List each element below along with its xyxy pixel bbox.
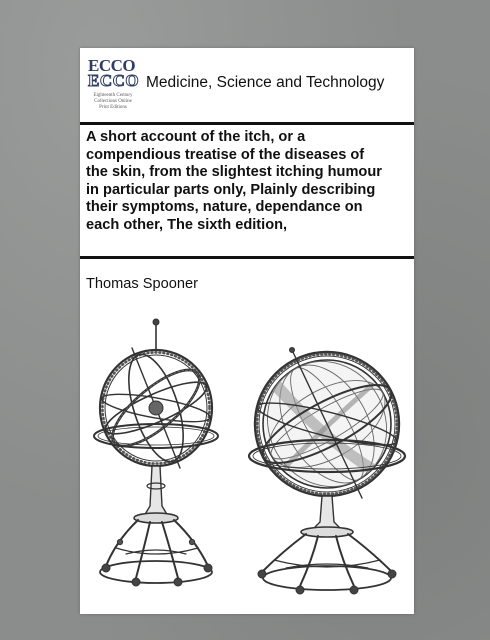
book-cover [80, 48, 414, 614]
logo-tagline-2: Collections Online [94, 99, 132, 104]
logo-tagline-3: Print Editions [99, 105, 127, 110]
cover-header [80, 48, 414, 122]
title-line: their symptoms, nature, dependance on [86, 199, 363, 215]
top-divider [80, 122, 414, 125]
armillary-spheres-illustration [86, 316, 408, 608]
logo-tagline-1: Eighteenth Century [93, 93, 133, 98]
logo-text-top: ECCO [88, 56, 136, 75]
title-line: in particular parts only, Plainly describing [86, 181, 376, 198]
book-author: Thomas Spooner [86, 276, 198, 292]
title-line: the skin, from the slightest itching humour [86, 164, 382, 180]
logo-text-bottom: ECCO [88, 71, 140, 90]
ecco-logo [88, 57, 138, 113]
title-line: each other, The sixth edition, [86, 216, 288, 233]
left-armillary-sphere [94, 319, 218, 586]
book-title [86, 129, 412, 234]
series-title: Medicine, Science and Technology [146, 74, 385, 91]
bottom-divider [80, 256, 414, 259]
right-armillary-globe [245, 340, 408, 594]
title-line: A short account of the itch, or a [86, 129, 306, 145]
title-line: compendious treatise of the diseases of [86, 146, 365, 163]
